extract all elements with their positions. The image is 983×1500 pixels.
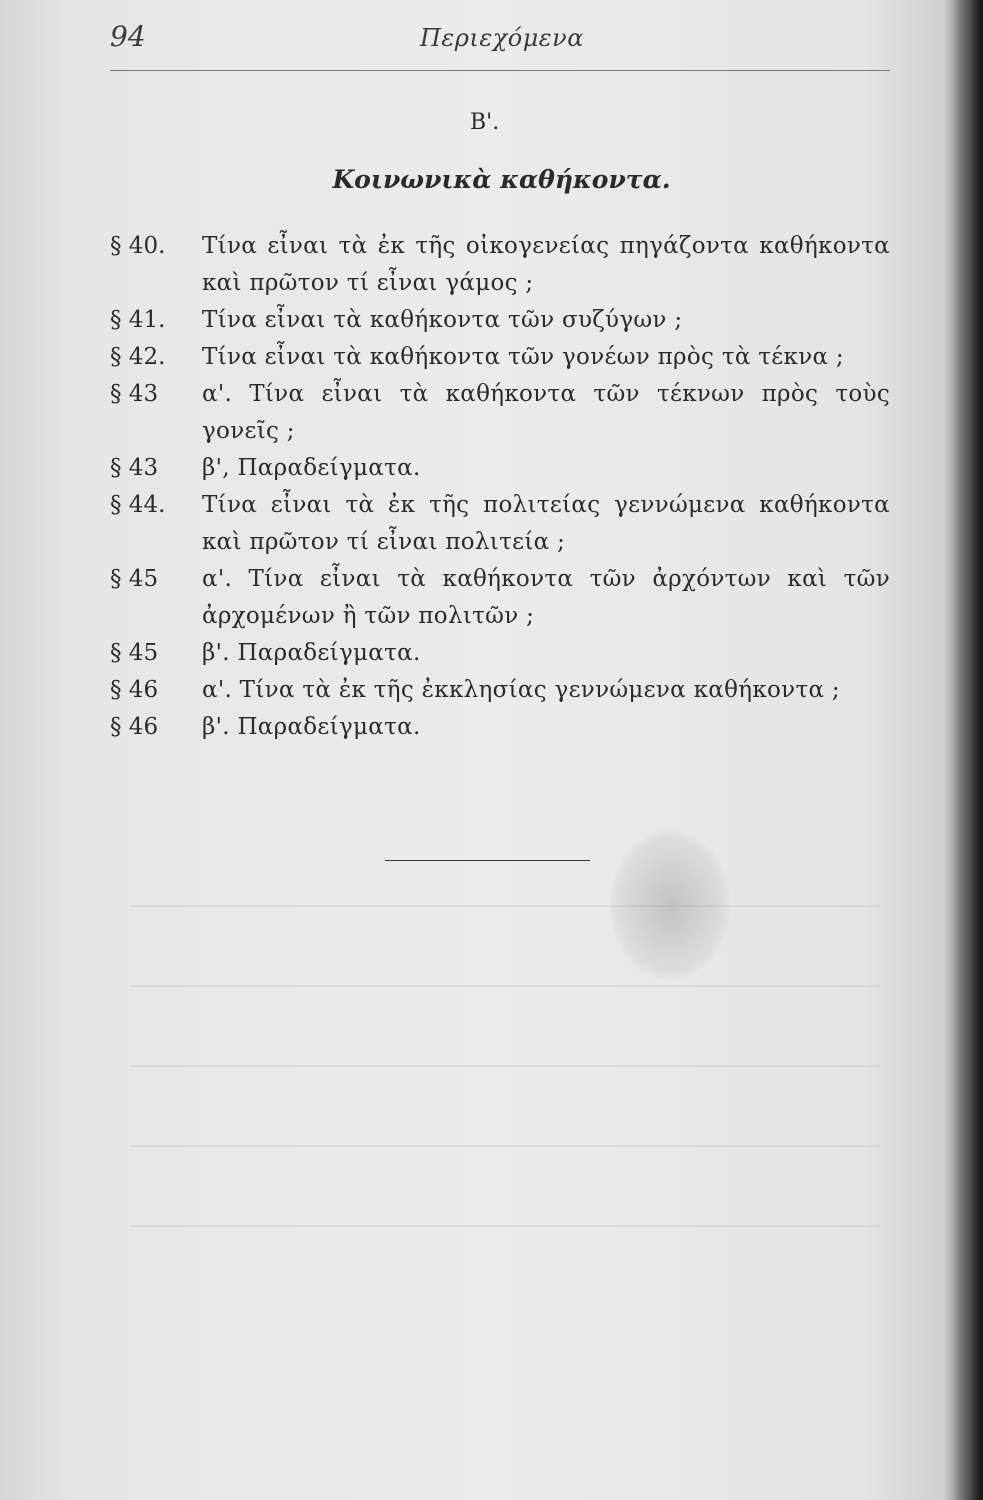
- entry-text: α'. Τίνα εἶναι τὰ καθήκοντα τῶν ἀρχόντων καὶ τῶν ἀρχομένων ἢ τῶν πολιτῶν ;: [202, 566, 890, 629]
- paragraph-number: § 44.: [110, 492, 166, 518]
- paragraph-number: § 42.: [110, 344, 166, 370]
- contents-entry: [110, 487, 890, 561]
- bleed-through-line: [130, 1145, 880, 1147]
- paragraph-number: § 46: [110, 714, 159, 740]
- bleed-through-line: [130, 1065, 880, 1067]
- contents-entry: [110, 450, 890, 487]
- entry-text: Τίνα εἶναι τὰ καθήκοντα τῶν γονέων πρὸς τὰ τέκνα ;: [202, 344, 844, 370]
- running-head: Περιεχόμενα: [420, 24, 584, 52]
- contents-entry: [110, 561, 890, 635]
- contents-entry: [110, 228, 890, 302]
- paragraph-number: § 45: [110, 566, 159, 592]
- entry-text: α'. Τίνα εἶναι τὰ καθήκοντα τῶν τέκνων πρὸς τοὺς γονεῖς ;: [202, 381, 890, 444]
- entry-text: Τίνα εἶναι τὰ καθήκοντα τῶν συζύγων ;: [202, 307, 683, 333]
- contents-entry: [110, 672, 890, 709]
- page-edge-shadow: [953, 0, 983, 1500]
- paragraph-number: § 43: [110, 455, 159, 481]
- bleed-through-line: [130, 985, 880, 987]
- section-title: Κοινωνικὰ καθήκοντα.: [332, 165, 671, 194]
- contents-entry: [110, 709, 890, 746]
- bleed-through-line: [130, 1225, 880, 1227]
- entry-text: β', Παραδείγματα.: [202, 455, 421, 481]
- page-header: [110, 20, 890, 71]
- section-number: Β'.: [470, 110, 500, 135]
- contents-entry: [110, 302, 890, 339]
- contents-list: [110, 228, 890, 746]
- paragraph-number: § 41.: [110, 307, 166, 333]
- paragraph-number: § 43: [110, 381, 159, 407]
- contents-entry: [110, 635, 890, 672]
- end-rule: [385, 860, 590, 861]
- contents-entry: [110, 376, 890, 450]
- paragraph-number: § 46: [110, 677, 159, 703]
- entry-text: Τίνα εἶναι τὰ ἐκ τῆς οἰκογενείας πηγάζοντα καθήκοντα καὶ πρῶτον τί εἶναι γάμος ;: [202, 233, 890, 296]
- contents-entry: [110, 339, 890, 376]
- paragraph-number: § 45: [110, 640, 159, 666]
- bleed-through-line: [130, 905, 880, 907]
- page-number: 94: [110, 20, 146, 53]
- paragraph-number: § 40.: [110, 233, 166, 259]
- entry-text: β'. Παραδείγματα.: [202, 640, 421, 666]
- entry-text: β'. Παραδείγματα.: [202, 714, 421, 740]
- entry-text: Τίνα εἶναι τὰ ἐκ τῆς πολιτείας γεννώμενα καθήκοντα καὶ πρῶτον τί εἶναι πολιτεία ;: [202, 492, 890, 555]
- entry-text: α'. Τίνα τὰ ἐκ τῆς ἐκκλησίας γεννώμενα καθήκοντα ;: [202, 677, 840, 703]
